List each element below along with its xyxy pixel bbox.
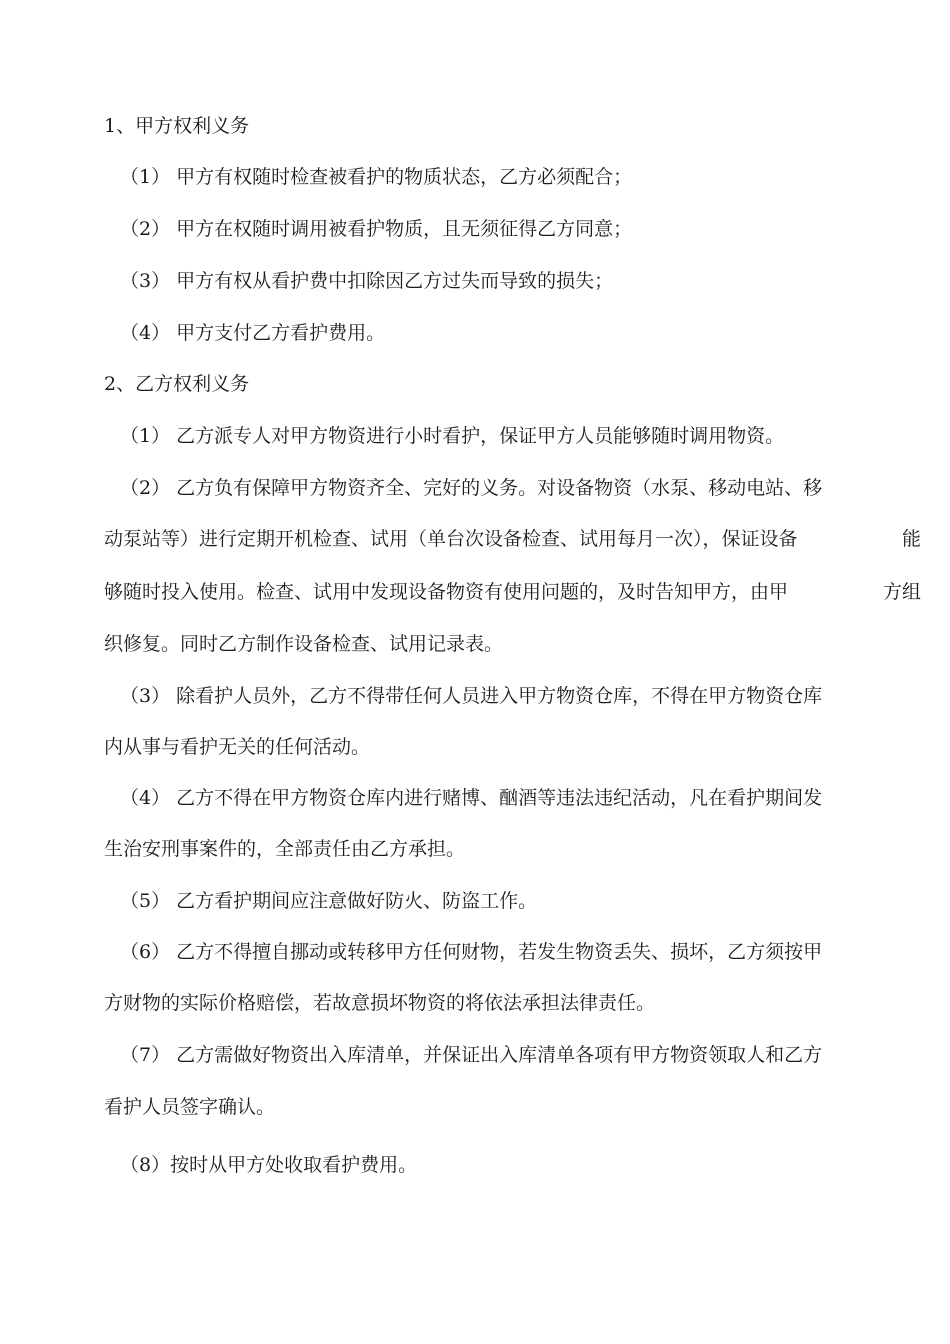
section2-item-2-line-2 — [104, 527, 921, 551]
section2-item-3-line-2: 内从事与看护无关的任何活动。 — [104, 736, 371, 758]
section1-item-3: （3） 甲方有权从看护费中扣除因乙方过失而导致的损失； — [120, 270, 614, 292]
section2-item-2-line-2-text: 动泵站等）进行定期开机检查、试用（单台次设备检查、试用每月一次），保证设备 — [104, 528, 798, 550]
section2-item-2-line-1: （2） 乙方负有保障甲方物资齐全、完好的义务。对设备物资（水泵、移动电站、移 — [120, 477, 823, 499]
section2-item-1: （1） 乙方派专人对甲方物资进行小时看护，保证甲方人员能够随时调用物资。 — [120, 425, 785, 447]
section2-item-6-line-2: 方财物的实际价格赔偿，若故意损坏物资的将依法承担法律责任。 — [104, 992, 656, 1014]
section2-item-2-line-2-tail: 能 — [901, 528, 921, 550]
section2-item-2-line-4: 织修复。同时乙方制作设备检查、试用记录表。 — [104, 633, 504, 655]
section2-item-4-line-1: （4） 乙方不得在甲方物资仓库内进行赌博、酗酒等违法违纪活动，凡在看护期间发 — [120, 787, 823, 809]
section2-item-2-line-3-tail: 方组 — [882, 581, 921, 603]
section2-item-4-line-2: 生治安刑事案件的，全部责任由乙方承担。 — [104, 838, 466, 860]
section1-heading: 1、甲方权利义务 — [104, 115, 250, 137]
section2-item-7-line-1: （7） 乙方需做好物资出入库清单，并保证出入库清单各项有甲方物资领取人和乙方 — [120, 1044, 823, 1066]
section1-item-4: （4） 甲方支付乙方看护费用。 — [120, 322, 386, 344]
section1-item-1: （1） 甲方有权随时检查被看护的物质状态，乙方必须配合； — [120, 166, 633, 188]
section2-heading: 2、乙方权利义务 — [104, 373, 250, 395]
section2-item-3-line-1: （3） 除看护人员外，乙方不得带任何人员进入甲方物资仓库，不得在甲方物资仓库 — [120, 685, 823, 707]
section2-item-6-line-1: （6） 乙方不得擅自挪动或转移甲方任何财物，若发生物资丢失、损坏，乙方须按甲 — [120, 941, 823, 963]
section2-item-7-line-2: 看护人员签字确认。 — [104, 1096, 276, 1118]
section2-item-2-line-3 — [104, 580, 921, 604]
section2-item-2-line-3-text: 够随时投入使用。检查、试用中发现设备物资有使用问题的，及时告知甲方，由甲 — [104, 581, 789, 603]
section2-item-8: （8）按时从甲方处收取看护费用。 — [120, 1154, 418, 1176]
section2-item-5: （5） 乙方看护期间应注意做好防火、防盗工作。 — [120, 890, 538, 912]
section1-item-2: （2） 甲方在权随时调用被看护物质，且无须征得乙方同意； — [120, 218, 633, 240]
